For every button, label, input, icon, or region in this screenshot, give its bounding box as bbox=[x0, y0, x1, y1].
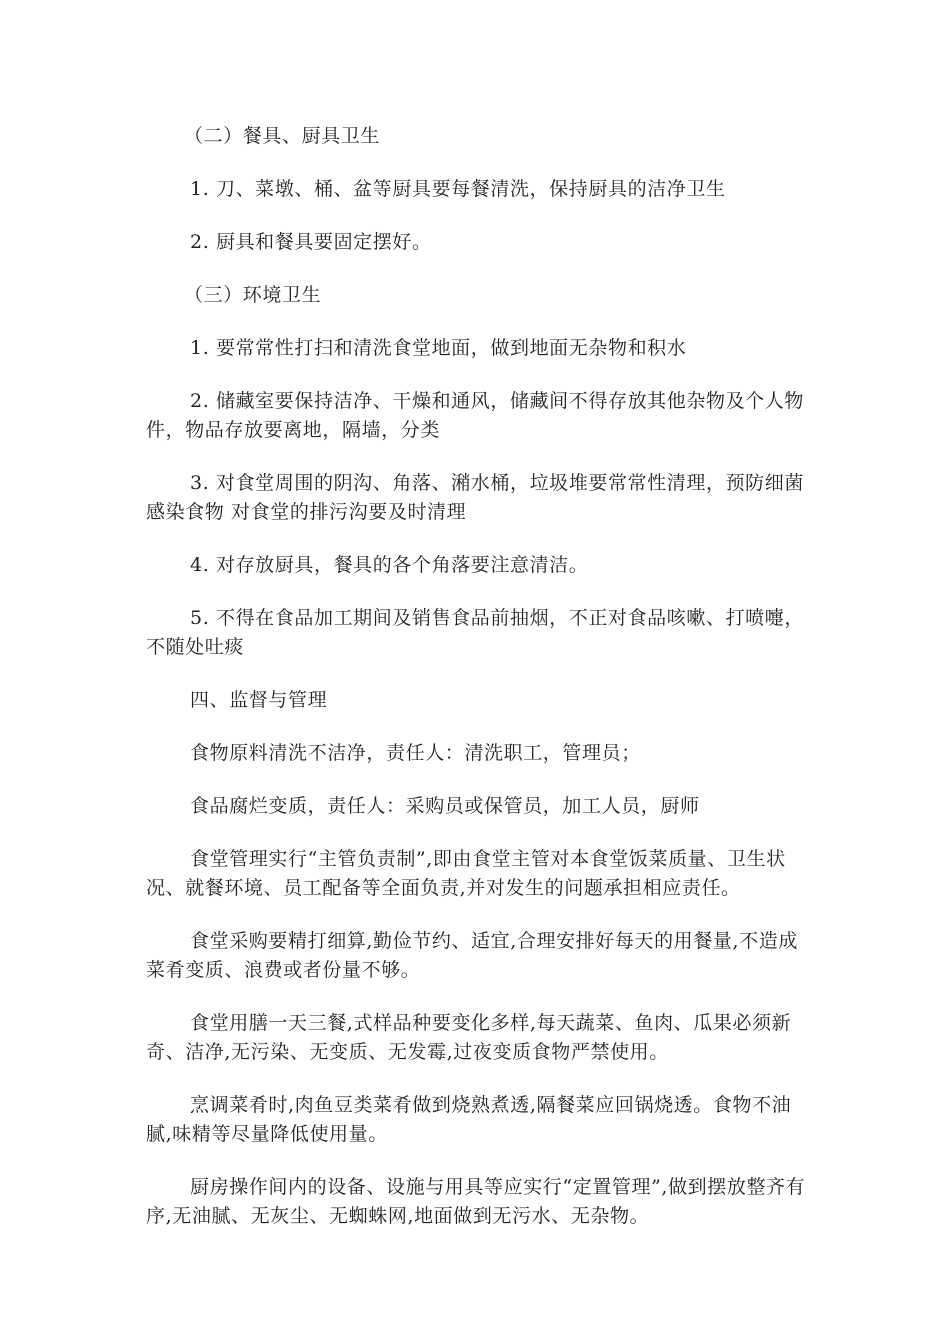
paragraph-item: 食堂采购要精打细算,勤俭节约、适宜,合理安排好每天的用餐量,不造成菜肴变质、浪费或者份量不够。 bbox=[146, 930, 798, 981]
paragraph-item: 5. 不得在食品加工期间及销售食品前抽烟，不正对食品咳嗽、打喷嚏，不随处吐痰 bbox=[146, 607, 804, 658]
paragraph-item: 3. 对食堂周围的阴沟、角落、潲水桶，垃圾堆要常常性清理，预防细菌感染食物 对食堂的排污沟要及时清理 bbox=[146, 472, 804, 523]
section-heading-tableware-hygiene: （二）餐具、厨具卫生 bbox=[184, 125, 381, 147]
paragraph-item: 2. 厨具和餐具要固定摆好。 bbox=[190, 231, 432, 253]
paragraph-item: 厨房操作间内的设备、设施与用具等应实行“定置管理”,做到摆放整齐有序,无油腻、无灰尘、无蜘蛛网,地面做到无污水、无杂物。 bbox=[146, 1176, 806, 1227]
paragraph-item: 食堂管理实行“主管负责制”,即由食堂主管对本食堂饭菜质量、卫生状况、就餐环境、员工配备等全面负责,并对发生的问题承担相应责任。 bbox=[146, 848, 786, 899]
paragraph-item: 食物原料清洗不洁净，责任人：清洗职工，管理员； bbox=[190, 742, 641, 764]
paragraph-item: 食品腐烂变质，责任人：采购员或保管员，加工人员，厨师 bbox=[190, 795, 700, 817]
document-body bbox=[146, 122, 811, 1255]
paragraph-item: 2. 储藏室要保持洁净、干燥和通风，储藏间不得存放其他杂物及个人物件，物品存放要离地，隔墙，分类 bbox=[146, 390, 804, 441]
paragraph-item: 1. 要常常性打扫和清洗食堂地面，做到地面无杂物和积水 bbox=[190, 337, 687, 359]
paragraph-item: 烹调菜肴时,肉鱼豆类菜肴做到烧熟煮透,隔餐菜应回锅烧透。食物不油腻,味精等尽量降低使用量。 bbox=[146, 1094, 792, 1145]
paragraph-item: 1. 刀、菜墩、桶、盆等厨具要每餐清洗，保持厨具的洁净卫生 bbox=[190, 178, 726, 200]
paragraph-item: 4. 对存放厨具，餐具的各个角落要注意清洁。 bbox=[190, 554, 589, 576]
paragraph-item: 食堂用膳一天三餐,式样品种要变化多样,每天蔬菜、鱼肉、瓜果必须新奇、洁净,无污染、无变质、无发霉,过夜变质食物严禁使用。 bbox=[146, 1012, 792, 1063]
section-heading-environment-hygiene: （三）环境卫生 bbox=[184, 284, 322, 306]
section-heading-supervision: 四、监督与管理 bbox=[190, 689, 328, 711]
